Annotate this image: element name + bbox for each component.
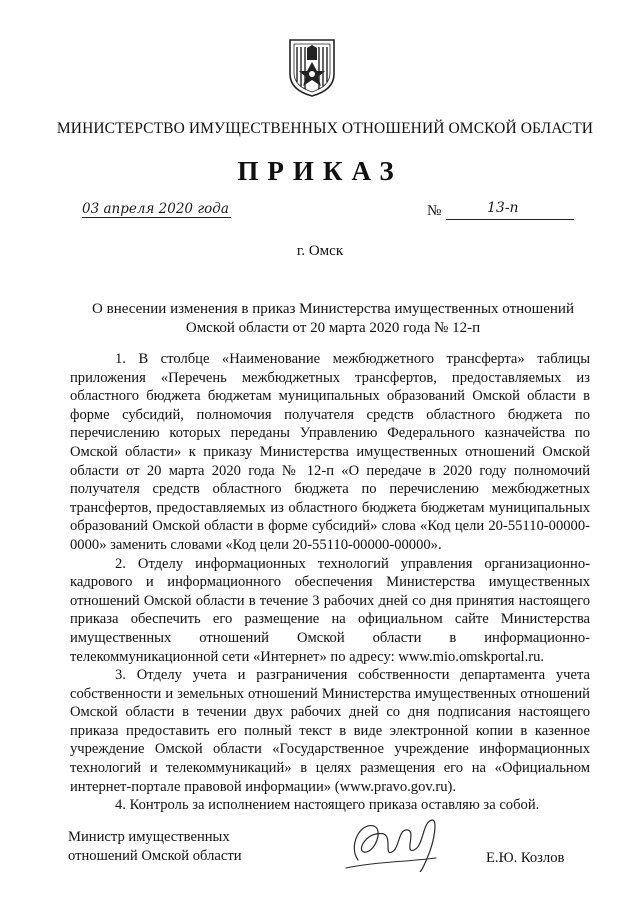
subject-line-1: О внесении изменения в приказ Министерства имущественных отношений: [92, 301, 574, 317]
order-paragraph-2: 2. Отделу информационных технологий управления организационно-кадрового и информационного обеспечения Министерства имущественных отношений Омской области в течение 3 рабочих дней со дня принятия настоящего приказа обеспечить его размещение на официальном сайте Министерства имущественных отношений Омской области в информационно-телекоммуникационной сети «Интернет» по адресу: www.mio.omskportal.ru.: [70, 555, 590, 665]
order-number-underline: [446, 219, 574, 220]
signer-name: Е.Ю. Козлов: [486, 850, 565, 866]
subject-line-2: Омской области от 20 марта 2020 года № 12-п: [185, 319, 481, 336]
order-number: 13-п: [487, 200, 519, 216]
order-number-label: №: [427, 203, 442, 219]
omsk-coat-of-arms-icon: [287, 38, 337, 98]
handwritten-signature-icon: [344, 812, 448, 872]
order-paragraph-1: 1. В столбце «Наименование межбюджетного трансферта» таблицы приложения «Перечень межбюджетных трансфертов, предоставляемых из областного бюджета бюджетам муниципальных образований Омской области в форме субсидий, полномочия получателя средств областного бюджета по перечислению которых переданы Управлению Федерального казначейства по Омской области» к приказу Министерства имущественных отношений Омской области от 20 марта 2020 года № 12-п «О передаче в 2020 году полномочий получателя средств областного бюджета по перечислению межбюджетных трансфертов, предоставляемых из областного бюджета бюджетам муниципальных образований Омской области в форме субсидий» слова «Код цели 20-55110-00000-0000» заменить словами «Код цели 20-55110-00000-00000».: [70, 351, 590, 553]
order-paragraph-3: 3. Отделу учета и разграничения собственности департамента учета собственности и земельных отношений Министерства имущественных отношений Омской области в течении двух рабочих дней со дня подписания настоящего приказа предоставить его полный текст в виде электронной копии в казенное учреждение Омской области «Государственное учреждение информационных технологий и телекоммуникаций» в целях размещения его на «Официальном интернет-портале правовой информации» (www.pravo.gov.ru).: [70, 667, 590, 795]
order-subject: [80, 300, 586, 337]
order-body: [70, 350, 590, 815]
document-title: ПРИКАЗ: [237, 156, 403, 186]
order-paragraph-4: 4. Контроль за исполнением настоящего приказа оставляю за собой.: [115, 797, 540, 814]
signer-position-line-2: отношений Омской области: [68, 848, 242, 864]
signer-position: [68, 828, 242, 866]
city: г. Омск: [296, 243, 344, 259]
ministry-name: МИНИСТЕРСТВО ИМУЩЕСТВЕННЫХ ОТНОШЕНИЙ ОМСКОЙ ОБЛАСТИ: [56, 120, 594, 137]
order-date: 03 апреля 2020 года: [82, 201, 229, 217]
signer-position-line-1: Министр имущественных: [68, 829, 230, 845]
